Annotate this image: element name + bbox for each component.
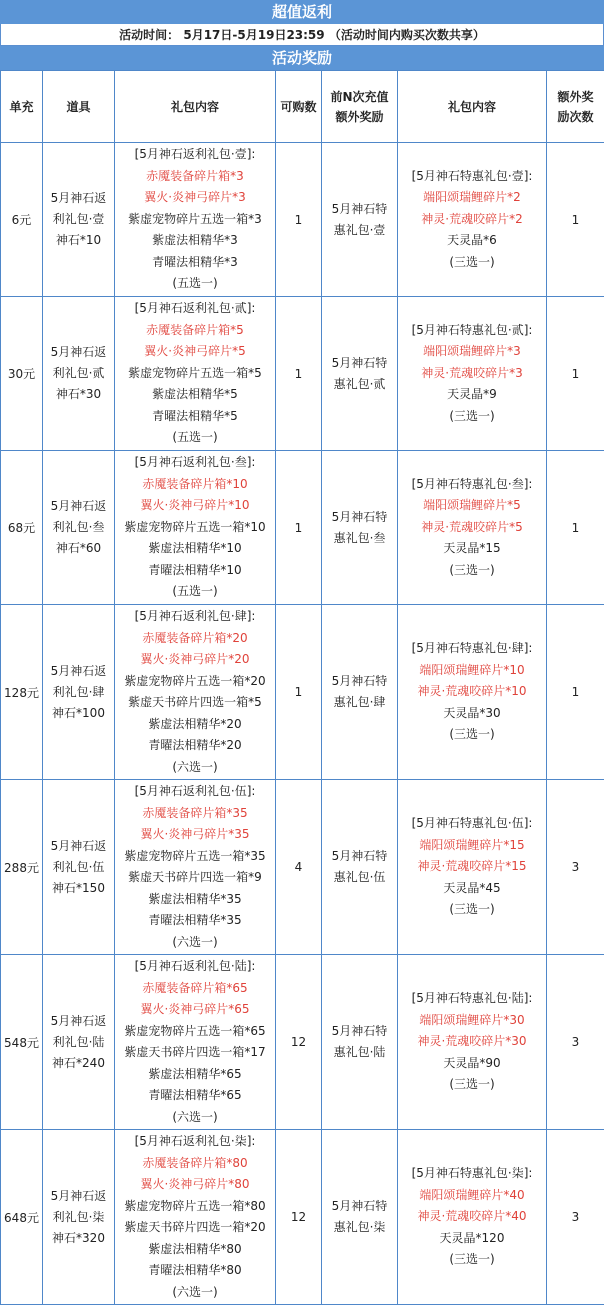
bonus-gift-line: 端阳颂瑞鲤碎片*40 — [419, 1187, 525, 1202]
bonus-gift-line: 天灵晶*45 — [443, 880, 501, 895]
header-gift: 礼包内容 — [115, 71, 276, 143]
item-line: 神石*150 — [52, 880, 105, 895]
gift-cell — [115, 605, 276, 780]
bonus-gift-line: (三选一) — [449, 408, 495, 423]
item-cell — [43, 451, 115, 605]
bonus-times-cell: 1 — [547, 605, 604, 780]
gift-line: 紫虚天书碎片四选一箱*17 — [124, 1045, 266, 1059]
bonus-gift-line: [5月神石特惠礼包·贰]: — [411, 322, 533, 337]
bonus-times-cell: 3 — [547, 780, 604, 955]
bonus-gift-line: 神灵·荒魂咬碎片*5 — [421, 519, 523, 534]
gift-line: 紫虚法相精华*65 — [148, 1066, 242, 1081]
table-row — [1, 605, 604, 780]
bonus-times-cell: 1 — [547, 143, 604, 297]
gift-line: 翼火·炎神弓碎片*3 — [144, 190, 246, 205]
item-line: 5月神石返 — [50, 663, 107, 678]
header-item: 道具 — [43, 71, 115, 143]
bonus-line: 5月神石特 — [331, 201, 388, 216]
gift-line: [5月神石返利礼包·叁]: — [134, 455, 256, 470]
gift-cell — [115, 451, 276, 605]
gift-line: 赤魇装备碎片箱*20 — [142, 630, 248, 645]
bonus-cell — [322, 143, 398, 297]
bonus-gift-line: 端阳颂瑞鲤碎片*5 — [423, 498, 521, 513]
bonus-line: 5月神石特 — [331, 674, 388, 688]
table-row — [1, 955, 604, 1130]
reward-table — [0, 70, 604, 1305]
bonus-cell — [322, 605, 398, 780]
gift-line: 赤魇装备碎片箱*80 — [142, 1155, 248, 1170]
item-line: 神石*100 — [52, 705, 105, 720]
gift-line: (六选一) — [172, 1284, 218, 1299]
bonus-gift-cell — [398, 143, 547, 297]
gift-line: 青曜法相精华*80 — [148, 1263, 242, 1277]
bonus-cell — [322, 955, 398, 1130]
time-note: （活动时间内购买次数共享） — [328, 28, 485, 42]
table-row — [1, 297, 604, 451]
gift-line: 青曜法相精华*3 — [152, 254, 238, 269]
item-line: 5月神石返 — [50, 1013, 107, 1028]
item-line: 神石*240 — [52, 1055, 105, 1070]
gift-line: 赤魇装备碎片箱*65 — [142, 980, 248, 995]
bonus-gift-line: (三选一) — [449, 1252, 495, 1267]
bonus-gift-line: 端阳颂瑞鲤碎片*30 — [419, 1012, 525, 1027]
bonus-line: 5月神石特 — [331, 1199, 388, 1213]
page-title: 超值返利 — [0, 0, 604, 24]
header-bonus — [322, 71, 398, 143]
item-line: 5月神石返 — [50, 1188, 107, 1203]
gift-line: 赤魇装备碎片箱*10 — [142, 476, 248, 491]
bonus-line: 惠礼包·伍 — [333, 870, 386, 884]
bonus-gift-line: 端阳颂瑞鲤碎片*10 — [419, 662, 525, 677]
item-line: 利礼包·壹 — [52, 212, 105, 226]
gift-line: (五选一) — [172, 430, 218, 445]
bonus-times-cell: 3 — [547, 955, 604, 1130]
bonus-line: 惠礼包·壹 — [333, 222, 386, 237]
bonus-times-cell: 3 — [547, 1130, 604, 1305]
gift-line: 紫虚法相精华*5 — [152, 387, 238, 402]
bonus-cell — [322, 780, 398, 955]
gift-line: (六选一) — [172, 934, 218, 949]
gift-line: 青曜法相精华*10 — [148, 562, 242, 577]
gift-line: 青曜法相精华*35 — [148, 913, 242, 927]
price-cell: 648元 — [1, 1130, 43, 1305]
item-cell — [43, 297, 115, 451]
table-header-row — [1, 71, 604, 143]
bonus-cell — [322, 1130, 398, 1305]
item-cell — [43, 143, 115, 297]
activity-time — [0, 24, 604, 46]
item-line: 利礼包·陆 — [52, 1034, 105, 1049]
header-bonus-line2: 额外奖励 — [335, 109, 384, 124]
section-title: 活动奖励 — [0, 46, 604, 70]
count-cell: 1 — [276, 297, 322, 451]
gift-line: 青曜法相精华*5 — [152, 408, 238, 423]
gift-line: (五选一) — [172, 584, 218, 599]
gift-line: 紫虚天书碎片四选一箱*20 — [124, 1220, 266, 1234]
count-cell: 12 — [276, 1130, 322, 1305]
gift-cell — [115, 297, 276, 451]
item-line: 利礼包·贰 — [52, 366, 105, 380]
item-line: 神石*60 — [55, 541, 102, 555]
gift-line: 翼火·炎神弓碎片*35 — [140, 827, 250, 841]
gift-line: 紫虚天书碎片四选一箱*5 — [128, 695, 262, 709]
header-times-line2: 励次数 — [557, 109, 594, 124]
bonus-gift-cell — [398, 451, 547, 605]
gift-line: 紫虚法相精华*80 — [148, 1241, 242, 1256]
bonus-times-cell: 1 — [547, 297, 604, 451]
item-line: 神石*320 — [52, 1230, 105, 1245]
header-times-line1: 额外奖 — [557, 89, 594, 104]
bonus-gift-line: (三选一) — [449, 562, 495, 577]
bonus-gift-line: 端阳颂瑞鲤碎片*2 — [423, 190, 521, 205]
time-value: 5月17日-5月19日23:59 — [183, 28, 325, 42]
count-cell: 12 — [276, 955, 322, 1130]
bonus-gift-line: [5月神石特惠礼包·叁]: — [411, 476, 533, 491]
item-line: 神石*30 — [55, 387, 102, 401]
bonus-times-cell: 1 — [547, 451, 604, 605]
count-cell: 1 — [276, 143, 322, 297]
bonus-gift-cell — [398, 955, 547, 1130]
bonus-gift-cell — [398, 605, 547, 780]
gift-line: 紫虚法相精华*10 — [148, 541, 242, 556]
bonus-gift-cell — [398, 780, 547, 955]
price-cell: 6元 — [1, 143, 43, 297]
item-line: 利礼包·伍 — [52, 859, 105, 874]
bonus-gift-line: (三选一) — [449, 254, 495, 269]
gift-line: 紫虚宠物碎片五选一箱*10 — [124, 519, 266, 534]
bonus-line: 惠礼包·贰 — [333, 376, 386, 391]
gift-line: (六选一) — [172, 759, 218, 774]
price-cell: 68元 — [1, 451, 43, 605]
item-cell — [43, 955, 115, 1130]
item-line: 利礼包·叁 — [52, 520, 105, 534]
item-cell — [43, 1130, 115, 1305]
gift-cell — [115, 143, 276, 297]
bonus-line: 5月神石特 — [331, 849, 388, 863]
table-row — [1, 1130, 604, 1305]
price-cell: 548元 — [1, 955, 43, 1130]
gift-line: 紫虚宠物碎片五选一箱*35 — [124, 848, 266, 863]
bonus-gift-line: 神灵·荒魂咬碎片*40 — [417, 1209, 527, 1224]
gift-line: (六选一) — [172, 1109, 218, 1124]
item-line: 利礼包·柒 — [52, 1209, 105, 1224]
item-line: 5月神石返 — [50, 499, 107, 513]
bonus-gift-line: 神灵·荒魂咬碎片*10 — [417, 684, 527, 699]
bonus-gift-line: 天灵晶*15 — [443, 541, 501, 556]
bonus-line: 惠礼包·肆 — [333, 695, 386, 709]
gift-line: 翼火·炎神弓碎片*80 — [140, 1177, 250, 1191]
gift-line: 赤魇装备碎片箱*5 — [146, 322, 244, 337]
gift-line: 紫虚宠物碎片五选一箱*80 — [124, 1198, 266, 1213]
gift-line: [5月神石返利礼包·伍]: — [134, 784, 256, 798]
bonus-line: 5月神石特 — [331, 355, 388, 370]
item-line: 5月神石返 — [50, 838, 107, 853]
item-line: 神石*10 — [55, 233, 102, 247]
bonus-gift-line: 神灵·荒魂咬碎片*3 — [421, 365, 523, 380]
gift-line: [5月神石返利礼包·壹]: — [134, 147, 256, 162]
bonus-gift-line: 神灵·荒魂咬碎片*2 — [421, 211, 523, 226]
bonus-gift-line: (三选一) — [449, 727, 495, 742]
gift-line: [5月神石返利礼包·贰]: — [134, 301, 256, 316]
gift-line: [5月神石返利礼包·陆]: — [134, 959, 256, 973]
bonus-gift-line: 神灵·荒魂咬碎片*15 — [417, 859, 527, 874]
gift-line: 翼火·炎神弓碎片*5 — [144, 344, 246, 359]
bonus-gift-line: (三选一) — [449, 1077, 495, 1092]
bonus-gift-line: 端阳颂瑞鲤碎片*3 — [423, 344, 521, 359]
bonus-gift-line: [5月神石特惠礼包·陆]: — [411, 991, 533, 1006]
bonus-gift-line: (三选一) — [449, 902, 495, 917]
gift-line: 紫虚宠物碎片五选一箱*20 — [124, 673, 266, 688]
table-row — [1, 451, 604, 605]
bonus-gift-cell — [398, 297, 547, 451]
gift-line: 紫虚宠物碎片五选一箱*5 — [128, 365, 262, 380]
bonus-gift-line: 天灵晶*30 — [443, 705, 501, 720]
bonus-gift-line: [5月神石特惠礼包·肆]: — [411, 641, 533, 656]
item-line: 5月神石返 — [50, 345, 107, 359]
gift-cell — [115, 1130, 276, 1305]
bonus-gift-line: [5月神石特惠礼包·柒]: — [411, 1166, 533, 1181]
gift-line: 紫虚天书碎片四选一箱*9 — [128, 870, 262, 884]
table-row — [1, 780, 604, 955]
header-bonus-line1: 前N次充值 — [330, 89, 389, 104]
gift-line: [5月神石返利礼包·肆]: — [134, 609, 256, 623]
bonus-line: 惠礼包·柒 — [333, 1220, 386, 1234]
time-label: 活动时间： — [119, 28, 180, 42]
header-price: 单充 — [1, 71, 43, 143]
item-cell — [43, 780, 115, 955]
gift-line: 翼火·炎神弓碎片*65 — [140, 1002, 250, 1016]
bonus-cell — [322, 451, 398, 605]
gift-line: 紫虚宠物碎片五选一箱*3 — [128, 211, 262, 226]
table-row — [1, 143, 604, 297]
item-line: 利礼包·肆 — [52, 684, 105, 699]
bonus-gift-line: 端阳颂瑞鲤碎片*15 — [419, 837, 525, 852]
bonus-gift-line: 天灵晶*90 — [443, 1055, 501, 1070]
bonus-gift-line: 天灵晶*9 — [447, 387, 497, 402]
gift-line: 赤魇装备碎片箱*35 — [142, 805, 248, 820]
bonus-line: 惠礼包·陆 — [333, 1045, 386, 1059]
bonus-line: 5月神石特 — [331, 1024, 388, 1038]
gift-line: [5月神石返利礼包·柒]: — [134, 1134, 256, 1148]
item-cell — [43, 605, 115, 780]
gift-line: 紫虚宠物碎片五选一箱*65 — [124, 1023, 266, 1038]
header-bonus-times — [547, 71, 604, 143]
gift-line: 紫虚法相精华*20 — [148, 716, 242, 731]
count-cell: 4 — [276, 780, 322, 955]
bonus-gift-cell — [398, 1130, 547, 1305]
bonus-gift-line: [5月神石特惠礼包·壹]: — [411, 168, 533, 183]
gift-line: 青曜法相精华*20 — [148, 738, 242, 752]
bonus-cell — [322, 297, 398, 451]
gift-line: 青曜法相精华*65 — [148, 1088, 242, 1102]
price-cell: 30元 — [1, 297, 43, 451]
item-line: 5月神石返 — [50, 191, 107, 205]
count-cell: 1 — [276, 451, 322, 605]
bonus-gift-line: [5月神石特惠礼包·伍]: — [411, 816, 533, 831]
bonus-gift-line: 天灵晶*120 — [439, 1230, 505, 1245]
price-cell: 288元 — [1, 780, 43, 955]
gift-line: 翼火·炎神弓碎片*10 — [140, 498, 250, 513]
bonus-gift-line: 神灵·荒魂咬碎片*30 — [417, 1034, 527, 1049]
gift-line: 赤魇装备碎片箱*3 — [146, 168, 244, 183]
gift-line: 紫虚法相精华*3 — [152, 233, 238, 248]
count-cell: 1 — [276, 605, 322, 780]
gift-line: (五选一) — [172, 276, 218, 291]
table-body — [1, 143, 604, 1305]
gift-cell — [115, 955, 276, 1130]
price-cell: 128元 — [1, 605, 43, 780]
bonus-gift-line: 天灵晶*6 — [447, 233, 497, 248]
bonus-line: 5月神石特 — [331, 509, 388, 524]
header-count: 可购数 — [276, 71, 322, 143]
gift-line: 翼火·炎神弓碎片*20 — [140, 652, 250, 666]
gift-cell — [115, 780, 276, 955]
header-bonus-gift: 礼包内容 — [398, 71, 547, 143]
gift-line: 紫虚法相精华*35 — [148, 891, 242, 906]
bonus-line: 惠礼包·叁 — [333, 530, 386, 545]
